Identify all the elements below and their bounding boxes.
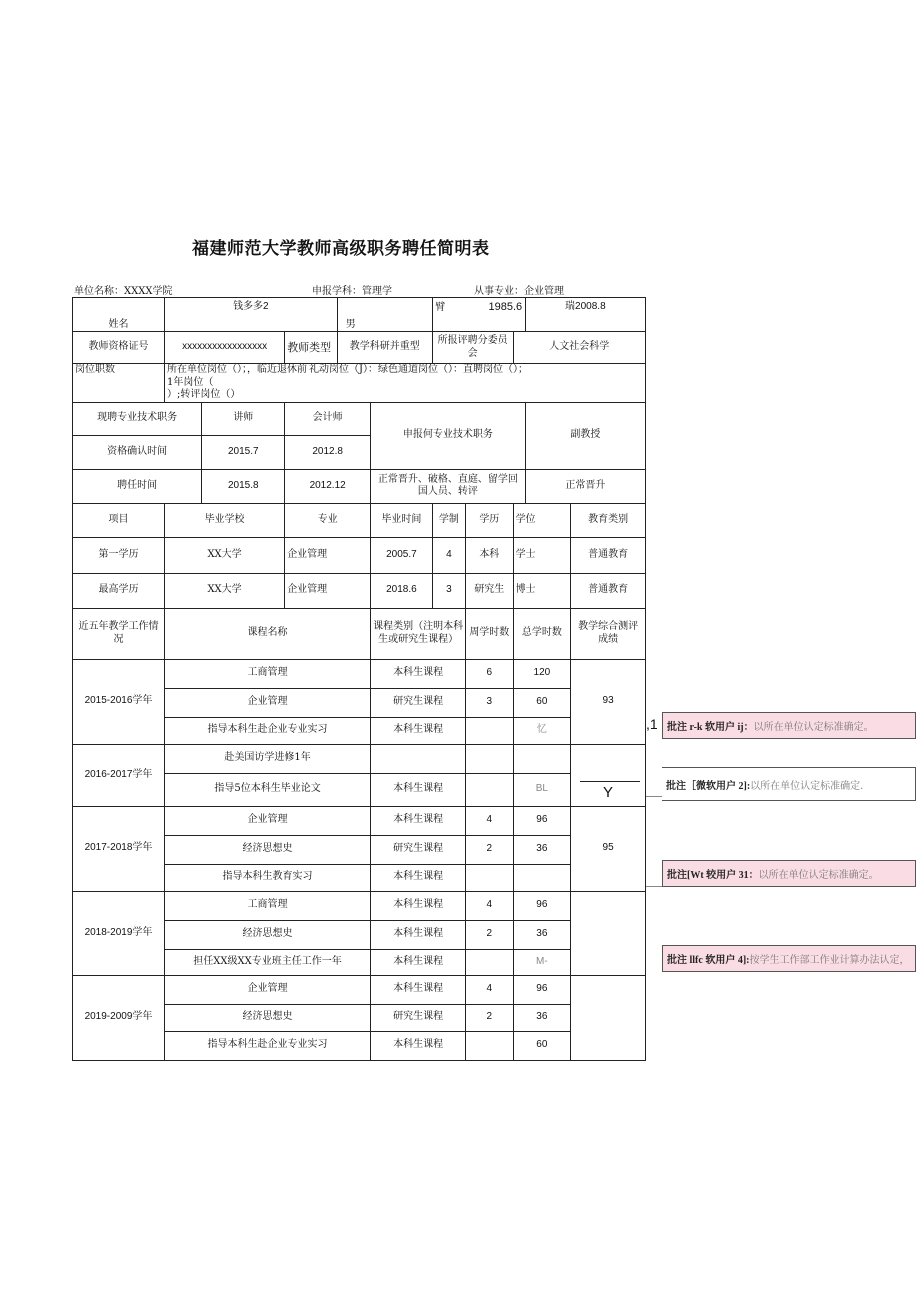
course-type: 本科生课程 xyxy=(371,717,466,744)
annotation-leader-line xyxy=(646,886,662,887)
edu-cell: 第一学历 xyxy=(73,537,165,573)
apply-title-label: 申报何专业技术职务 xyxy=(371,402,526,469)
weekly-hours xyxy=(466,744,513,773)
total-hours xyxy=(513,744,571,773)
total-hours: BL xyxy=(513,773,571,806)
comment-text: 以所在单位认定标准确定。 xyxy=(758,870,879,881)
edu-cell: 企业管理 xyxy=(285,537,371,573)
cert-number: xxxxxxxxxxxxxxxxx xyxy=(164,332,284,364)
current-title-1: 讲师 xyxy=(202,402,285,435)
birth-cell xyxy=(432,298,525,332)
edu-cell: 学士 xyxy=(513,537,571,573)
course-name: 经济思想史 xyxy=(164,920,370,949)
course-type xyxy=(371,744,466,773)
weekly-hours: 2 xyxy=(466,835,513,864)
total-hours: 96 xyxy=(513,806,571,835)
comment-author: 批注［微软用户 2]: xyxy=(666,780,751,792)
comment-author: 批注[Wt 较用户 31： xyxy=(667,870,759,881)
committee: 人文社会科学 xyxy=(513,332,645,364)
weekly-hours xyxy=(466,949,513,975)
year-label: 2015-2016学年 xyxy=(73,659,165,744)
course-type: 本科生课程 xyxy=(371,864,466,891)
apply-title: 副教授 xyxy=(525,402,645,469)
edu-cell: 本科 xyxy=(466,537,513,573)
table-row xyxy=(73,806,646,835)
edu-cell: XX大学 xyxy=(164,537,284,573)
edu-cell: 普通教育 xyxy=(571,537,646,573)
edu-cell: 企业管理 xyxy=(285,573,371,608)
table-row xyxy=(73,744,646,773)
year-label: 2019-2009学年 xyxy=(73,975,165,1060)
annotation-anchor-marker: Y xyxy=(603,784,614,801)
course-name: 经济思想史 xyxy=(164,835,370,864)
course-name: 企业管理 xyxy=(164,975,370,1004)
course-name: 指导5位本科生毕业论文 xyxy=(164,773,370,806)
weekly-hours: 6 xyxy=(466,659,513,688)
birth-date: 1985.6 xyxy=(488,301,523,313)
course-type: 本科生课程 xyxy=(371,1031,466,1060)
post-label: 岗位职数 xyxy=(73,364,165,403)
year-label: 2017-2018学年 xyxy=(73,806,165,891)
committee-label: 所报评聘分委员会 xyxy=(432,332,513,364)
course-name: 指导本科生教育实习 xyxy=(164,864,370,891)
comment-text: 以所在单位认定标准确定。 xyxy=(753,722,874,733)
course-name: 工商管理 xyxy=(164,659,370,688)
course-type: 本科生课程 xyxy=(371,920,466,949)
total-hours: 120 xyxy=(513,659,571,688)
course-type: 本科生课程 xyxy=(371,773,466,806)
total-hours xyxy=(513,864,571,891)
weekly-hours xyxy=(466,1031,513,1060)
work-start: 瑞2008.8 xyxy=(525,298,645,332)
name-label: 姓名 xyxy=(108,318,129,330)
year-label: 2018-2019学年 xyxy=(73,891,165,975)
comment-author: 批注 llfc 软用户 4]: xyxy=(667,955,750,966)
edu-cell: 3 xyxy=(432,573,465,608)
cert-label: 教师资格证号 xyxy=(73,332,165,364)
course-type: 本科生课程 xyxy=(371,949,466,975)
course-name: 企业管理 xyxy=(164,688,370,717)
edu-cell: 最高学历 xyxy=(73,573,165,608)
edu-cell: 博士 xyxy=(513,573,571,608)
table-row xyxy=(73,573,646,608)
course-type: 本科生课程 xyxy=(371,806,466,835)
edu-header: 教育类别 xyxy=(571,503,646,537)
weekly-hours: 2 xyxy=(466,1004,513,1031)
qual-date-1: 2015.7 xyxy=(202,435,285,469)
hire-date-1: 2015.8 xyxy=(202,469,285,503)
course-type: 本科生课程 xyxy=(371,659,466,688)
current-title-label: 现聘专业技术职务 xyxy=(73,402,202,435)
course-type: 研究生课程 xyxy=(371,1004,466,1031)
score: 95 xyxy=(571,806,646,891)
table-row xyxy=(73,975,646,1004)
score xyxy=(571,891,646,975)
edu-cell: 4 xyxy=(432,537,465,573)
total-hours: 36 xyxy=(513,835,571,864)
comment-bubble[interactable] xyxy=(662,945,916,972)
gender-cell xyxy=(337,298,432,332)
total-hours: 60 xyxy=(513,1031,571,1060)
route-value: 正常晋升 xyxy=(525,469,645,503)
weekly-hours xyxy=(466,773,513,806)
weekly-hours: 4 xyxy=(466,891,513,920)
profession: 从事专业：企业管理 xyxy=(474,286,564,297)
qual-date-2: 2012.8 xyxy=(285,435,371,469)
edu-cell: XX大学 xyxy=(164,573,284,608)
edu-header: 学位 xyxy=(513,503,571,537)
year-label: 2016-2017学年 xyxy=(73,744,165,806)
gender: 男 xyxy=(345,318,356,330)
edu-header: 毕业时间 xyxy=(371,503,433,537)
course-type-header: 课程类别（注明本科生或研究生课程） xyxy=(371,608,466,659)
annotation-leader-line xyxy=(646,796,662,797)
course-name: 企业管理 xyxy=(164,806,370,835)
total-hours: M- xyxy=(513,949,571,975)
name-value: 钱多多2 xyxy=(164,298,337,332)
course-name: 赴美国访学进修1年 xyxy=(164,744,370,773)
table-row xyxy=(73,537,646,573)
weekly-hours xyxy=(466,864,513,891)
edu-cell: 2018.6 xyxy=(371,573,433,608)
weekly-hours: 4 xyxy=(466,806,513,835)
course-type: 研究生课程 xyxy=(371,688,466,717)
course-type: 本科生课程 xyxy=(371,891,466,920)
edu-header: 专业 xyxy=(285,503,371,537)
total-hours: 96 xyxy=(513,891,571,920)
total-hours: 36 xyxy=(513,1004,571,1031)
comment-bubble[interactable] xyxy=(662,767,916,801)
comment-bubble[interactable] xyxy=(662,860,916,887)
edu-cell: 研究生 xyxy=(466,573,513,608)
post-detail xyxy=(164,364,645,403)
score-header: 教学综合测评成绩 xyxy=(571,608,646,659)
score: 93 xyxy=(571,659,646,744)
total-hours: 忆 xyxy=(513,717,571,744)
course-type: 研究生课程 xyxy=(371,835,466,864)
course-name-header: 课程名称 xyxy=(164,608,370,659)
course-name: 指导本科生赴企业专业实习 xyxy=(164,717,370,744)
appointment-table xyxy=(72,297,646,1061)
weekly-hours: 2 xyxy=(466,920,513,949)
total-hours: 96 xyxy=(513,975,571,1004)
course-name: 经济思想史 xyxy=(164,1004,370,1031)
route-label: 正常晋升、破格、直庭、留学回国人员、转评 xyxy=(371,469,526,503)
table-row xyxy=(73,659,646,688)
apply-subject: 申报学科：管理学 xyxy=(312,286,392,297)
score xyxy=(571,975,646,1060)
weekly-hours: 4 xyxy=(466,975,513,1004)
table-row xyxy=(73,891,646,920)
hire-label: 聘任时间 xyxy=(73,469,202,503)
total-hours: 60 xyxy=(513,688,571,717)
total-hours: 36 xyxy=(513,920,571,949)
edu-cell: 2005.7 xyxy=(371,537,433,573)
qual-label: 资格确认时间 xyxy=(73,435,202,469)
comment-text: 按学生工作部工作业计算办法认定， xyxy=(749,955,910,966)
teacher-type: 教学科研并重型 xyxy=(337,332,432,364)
comment-bubble[interactable] xyxy=(662,712,916,739)
course-name: 指导本科生赴企业专业实习 xyxy=(164,1031,370,1060)
comment-author: 批注 r-k 软用户 ij： xyxy=(667,722,754,733)
edu-header: 项目 xyxy=(73,503,165,537)
weekly-hours xyxy=(466,717,513,744)
teaching-period-header: 近五年教学工作情况 xyxy=(73,608,165,659)
edu-header: 学历 xyxy=(466,503,513,537)
divider xyxy=(580,781,640,782)
course-name: 工商管理 xyxy=(164,891,370,920)
post-text-2: 礼动岗位（J）：绿色通道岗位（）：直聘岗位（）； xyxy=(308,364,528,375)
post-text-3: ）;转评岗位（） xyxy=(166,389,241,400)
annotation-anchor-marker: ,1 xyxy=(646,716,658,732)
edu-header: 毕业学校 xyxy=(164,503,284,537)
course-type: 本科生课程 xyxy=(371,975,466,1004)
post-text-1: 所在单位岗位（）；，临近退休前1年岗位（ xyxy=(166,364,307,388)
weekly-hours-header: 周学时数 xyxy=(466,608,513,659)
unit-name: 单位名称：XXXX学院 xyxy=(74,286,173,297)
page-title: 福建师范大学教师高级职务聘任简明表 xyxy=(192,239,490,259)
comment-text: 以所在单位认定标准确定. xyxy=(750,780,864,792)
current-title-2: 会计师 xyxy=(285,402,371,435)
weekly-hours: 3 xyxy=(466,688,513,717)
name-label-cell xyxy=(73,298,165,332)
hire-date-2: 2012.12 xyxy=(285,469,371,503)
course-name: 担任XX级XX专业班主任工作一年 xyxy=(164,949,370,975)
edu-header: 学制 xyxy=(432,503,465,537)
birth-label: 臂 xyxy=(435,302,446,313)
edu-cell: 普通教育 xyxy=(571,573,646,608)
total-hours-header: 总学时数 xyxy=(513,608,571,659)
teacher-type-label: 教师类型 xyxy=(285,332,338,364)
